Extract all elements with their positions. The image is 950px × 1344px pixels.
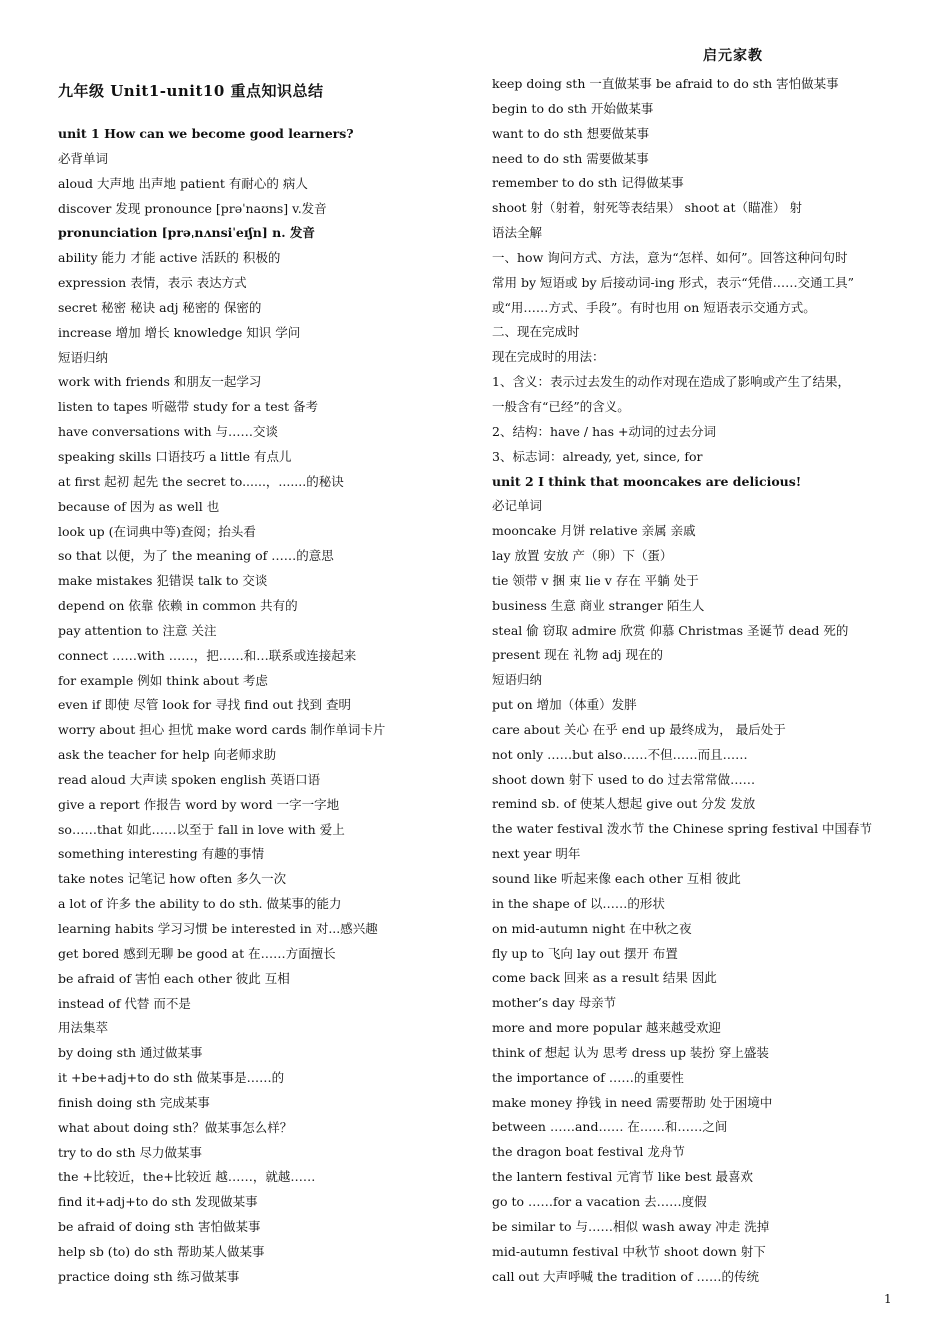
text-line: more and more popular 越来越受欢迎 <box>492 1020 721 1036</box>
text-line: so……that 如此……以至于 fall in love with 爱上 <box>58 821 345 837</box>
text-line: lay 放置 安放 产（卵）下（蛋） <box>492 548 673 564</box>
text-line: sound like 听起来像 each other 互相 彼此 <box>492 871 741 886</box>
text-line: need to do sth 需要做某事 <box>492 150 649 166</box>
text-line: in the shape of 以……的形状 <box>492 895 665 911</box>
text-line: even if 即使 尽管 look for 寻找 find out 找到 查明 <box>58 697 352 713</box>
text-line: instead of 代替 而不是 <box>58 995 191 1011</box>
text-line: 短语归纳 <box>492 672 543 688</box>
text-line: remember to do sth 记得做某事 <box>492 175 684 191</box>
text-line: what about doing sth？做某事怎么样？ <box>58 1119 293 1135</box>
document-title: 九年级 Unit1-unit10 重点知识总结 <box>58 82 324 100</box>
text-line: the lantern festival 元宵节 like best 最喜欢 <box>492 1169 754 1185</box>
text-line: 或“用……方式、手段”。有时也用 on 短语表示交通方式。 <box>492 299 816 315</box>
text-line: begin to do sth 开始做某事 <box>492 100 654 116</box>
text-line: pronunciation [prəˌnʌnsiˈeɪʃn] n. 发音 <box>58 225 315 241</box>
text-line: make money 挣钱 in need 需要帮助 处于困境中 <box>492 1094 773 1110</box>
text-line: depend on 依靠 依赖 in common 共有的 <box>58 598 298 614</box>
text-line: worry about 担心 担忧 make word cards 制作单词卡片 <box>58 722 386 738</box>
text-line: pay attention to 注意 关注 <box>58 622 217 638</box>
text-line: ask the teacher for help 向老师求助 <box>58 747 277 763</box>
text-line: think of 想起 认为 思考 dress up 装扮 穿上盛装 <box>492 1044 769 1060</box>
text-line: by doing sth 通过做某事 <box>58 1045 203 1061</box>
text-line: look up (在词典中等)查阅；抬头看 <box>58 523 256 539</box>
text-line: shoot down 射下 used to do 过去常常做…… <box>492 771 756 787</box>
left-column <box>58 122 448 1290</box>
text-line: 3、标志词：already, yet, since, for <box>492 448 703 464</box>
text-line: it +be+adj+to do sth 做某事是……的 <box>58 1070 285 1086</box>
text-line: aloud 大声地 出声地 patient 有耐心的 病人 <box>58 175 308 191</box>
text-line: mid-autumn festival 中秋节 shoot down 射下 <box>492 1243 766 1259</box>
text-line: get bored 感到无聊 be good at 在……方面擅长 <box>58 945 336 961</box>
text-line: secret 秘密 秘诀 adj 秘密的 保密的 <box>58 299 262 315</box>
text-line: unit 1 How can we become good learners? <box>58 126 354 141</box>
text-line: learning habits 学习习惯 be interested in 对...感兴趣 <box>58 921 378 936</box>
text-line: shoot 射（射着，射死等表结果） shoot at（瞄准） 射 <box>492 200 802 216</box>
text-line: between ……and…… 在……和……之间 <box>492 1119 728 1135</box>
text-line: present 现在 礼物 adj 现在的 <box>492 647 663 663</box>
text-line: 必记单词 <box>492 498 543 514</box>
text-line: at first 起初 起先 the secret to......，.......的秘诀 <box>58 473 344 489</box>
text-line: 1、含义：表示过去发生的动作对现在造成了影响或产生了结果， <box>492 374 850 390</box>
page-number: 1 <box>884 1292 892 1306</box>
text-line: the importance of ……的重要性 <box>492 1069 684 1085</box>
text-line: 常用 by 短语或 by 后接动词-ing 形式，表示“凭借……交通工具” <box>492 274 855 290</box>
text-line: put on 增加（体重）发胖 <box>492 697 637 713</box>
text-line: mooncake 月饼 relative 亲属 亲戚 <box>492 523 696 539</box>
right-column <box>492 72 907 1289</box>
text-line: make mistakes 犯错误 talk to 交谈 <box>58 573 268 589</box>
text-line: read aloud 大声读 spoken english 英语口语 <box>58 771 321 787</box>
text-line: because of 因为 as well 也 <box>58 498 220 514</box>
text-line: speaking skills 口语技巧 a little 有点儿 <box>58 448 292 464</box>
text-line: find it+adj+to do sth 发现做某事 <box>58 1194 258 1210</box>
text-line: 现在完成时的用法： <box>492 349 605 365</box>
text-line: go to ……for a vacation 去……度假 <box>492 1193 707 1209</box>
text-line: want to do sth 想要做某事 <box>492 125 650 141</box>
text-line: the water festival 泼水节 the Chinese spring festival 中国春节 <box>492 821 873 837</box>
text-line: come back 回来 as a result 结果 因此 <box>492 970 717 986</box>
text-line: 一般含有“已经”的含义。 <box>492 398 630 414</box>
text-line: discover 发现 pronounce [prəˈnaʊns] v.发音 <box>58 200 327 216</box>
text-line: fly up to 飞向 lay out 摆开 布置 <box>492 945 678 961</box>
text-line: remind sb. of 使某人想起 give out 分发 发放 <box>492 796 756 812</box>
text-line: 一、how 询问方式、方法，意为“怎样、如何”。回答这种问句时 <box>492 249 848 265</box>
text-line: expression 表情，表示 表达方式 <box>58 275 247 291</box>
text-line: a lot of 许多 the ability to do sth. 做某事的能力 <box>58 896 342 912</box>
text-line: tie 领带 v 捆 束 lie v 存在 平躺 处于 <box>492 572 699 588</box>
text-line: care about 关心 在乎 end up 最终成为， 最后处于 <box>492 721 786 737</box>
text-line: 2、结构：have / has +动词的过去分词 <box>492 423 716 439</box>
text-line: keep doing sth 一直做某事 be afraid to do sth 害怕做某事 <box>492 76 839 91</box>
text-line: increase 增加 增长 knowledge 知识 学问 <box>58 324 301 340</box>
text-line: 必背单词 <box>58 150 109 166</box>
text-line: work with friends 和朋友一起学习 <box>58 374 262 390</box>
text-line: finish doing sth 完成某事 <box>58 1094 210 1110</box>
text-line: 用法集萃 <box>58 1020 109 1036</box>
text-line: so that 以便，为了 the meaning of ……的意思 <box>58 548 334 564</box>
text-line: 短语归纳 <box>58 349 109 365</box>
text-line: be similar to 与……相似 wash away 冲走 洗掉 <box>492 1218 770 1234</box>
text-line: take notes 记笔记 how often 多久一次 <box>58 871 287 887</box>
text-line: the dragon boat festival 龙舟节 <box>492 1144 685 1160</box>
text-line: mother’s day 母亲节 <box>492 995 617 1011</box>
text-line: try to do sth 尽力做某事 <box>58 1144 203 1160</box>
text-line: next year 明年 <box>492 846 581 862</box>
text-line: for example 例如 think about 考虑 <box>58 672 268 688</box>
text-line: give a report 作报告 word by word 一字一字地 <box>58 796 340 812</box>
text-line: call out 大声呼喊 the tradition of ……的传统 <box>492 1268 760 1284</box>
text-line: listen to tapes 听磁带 study for a test 备考 <box>58 399 318 415</box>
text-line: the +比较近，the+比较近 越……，就越…… <box>58 1169 316 1185</box>
text-line: something interesting 有趣的事情 <box>58 846 265 862</box>
text-line: business 生意 商业 stranger 陌生人 <box>492 597 705 613</box>
text-line: have conversations with 与……交谈 <box>58 424 279 440</box>
text-line: not only ……but also……不但……而且…… <box>492 746 748 762</box>
text-line: connect ……with ……，把……和…联系或连接起来 <box>58 647 357 663</box>
text-line: be afraid of doing sth 害怕做某事 <box>58 1219 261 1235</box>
header-brand: 启元家教 <box>703 48 763 64</box>
text-line: be afraid of 害怕 each other 彼此 互相 <box>58 970 290 986</box>
text-line: ability 能力 才能 active 活跃的 积极的 <box>58 250 281 266</box>
text-line: help sb (to) do sth 帮助某人做某事 <box>58 1243 265 1259</box>
text-line: unit 2 I think that mooncakes are delicious! <box>492 473 802 489</box>
text-line: steal 偷 窃取 admire 欣赏 仰慕 Christmas 圣诞节 dead 死的 <box>492 622 849 638</box>
text-line: practice doing sth 练习做某事 <box>58 1268 240 1284</box>
text-line: 语法全解 <box>492 225 543 241</box>
text-line: on mid-autumn night 在中秋之夜 <box>492 920 692 936</box>
text-line: 二、现在完成时 <box>492 324 580 340</box>
